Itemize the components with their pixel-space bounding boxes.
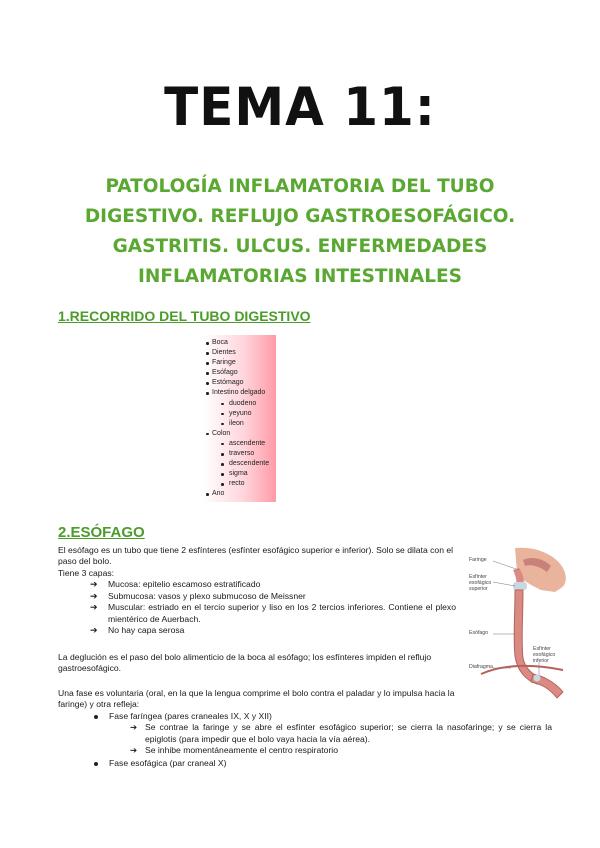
digestive-route-box [203, 335, 276, 502]
route-item: Ano [203, 489, 276, 499]
label-esofago: Esófago [469, 630, 489, 636]
arrow-icon: ➔ [130, 745, 138, 756]
phase-sub-text: Se inhibe momentáneamente el centro respiratorio [145, 745, 338, 756]
route-item: Estómago [203, 378, 276, 388]
phase-sub-item [130, 745, 552, 756]
layer-item [90, 591, 456, 603]
section-heading-recorrido: 1.RECORRIDO DEL TUBO DIGESTIVO [58, 308, 311, 324]
esophagus-tube-shape [514, 590, 541, 684]
bullet-icon [94, 762, 98, 766]
subtitle-line: DIGESTIVO. REFLUJO GASTROESOFÁGICO. [84, 206, 516, 227]
esophagus-figure [463, 546, 575, 706]
label-diafragma: Diafragma [469, 664, 493, 670]
route-item: Boca [203, 338, 276, 348]
deglucion-paragraph: La deglución es el paso del bolo alimenticio de la boca al esófago; los esfínteres impiden el reflujo gastroesofágico. [58, 652, 432, 673]
phase-item [92, 711, 552, 722]
route-item: Faringe [203, 358, 276, 368]
subtitle-line: INFLAMATORIAS INTESTINALES [138, 266, 462, 287]
layers-list [90, 579, 456, 637]
phases-list [92, 711, 552, 769]
layer-item [90, 579, 456, 591]
phase-sub-item [130, 722, 552, 745]
esophagus-illustration [463, 546, 575, 706]
phase-sub-list [92, 722, 552, 756]
route-item: Esófago [203, 368, 276, 378]
route-subitem: recto [203, 479, 276, 489]
phase-sub-text: Se contrae la faringe y se abre el esfínter esofágico superior; se cierra la nasofaringe; y se cierra la epiglotis (para impedir que el bolo vaya hacia la vía aérea). [145, 722, 552, 744]
layer-item [90, 602, 456, 625]
esophagus-intro: El esófago es un tubo que tiene 2 esfínteres (esfínter esofágico superior e inferior). Solo se dilata con el paso del bolo. [58, 545, 454, 566]
label-esfinter-inferior: Esfínter esofágico inferior [533, 646, 556, 664]
route-item: Dientes [203, 348, 276, 358]
subtitle-line: PATOLOGÍA INFLAMATORIA DEL TUBO [105, 176, 495, 197]
route-item: Colon [203, 429, 276, 439]
route-subitem: yeyuno [203, 409, 276, 419]
layer-text: Mucosa: epitelio escamoso estratificado [108, 579, 261, 589]
label-esfinter-superior: Esfínter esofágico superior [469, 574, 492, 592]
leader-line [493, 561, 519, 570]
label-faringe: Faringe [469, 557, 487, 563]
upper-sphincter-shape [513, 582, 527, 590]
bullet-icon [94, 715, 98, 719]
route-item: Intestino delgado [203, 388, 276, 398]
arrow-icon: ➔ [90, 625, 98, 636]
arrow-icon: ➔ [130, 722, 138, 733]
route-subitem: descendente [203, 459, 276, 469]
section-heading-esofago: 2.ESÓFAGO [58, 524, 145, 541]
layer-text: Muscular: estriado en el tercio superior y liso en los 2 tercios inferiores. Contiene el plexo mientérico de Auerbach. [108, 602, 456, 624]
route-subitem: duodeno [203, 399, 276, 409]
lower-sphincter-shape [534, 675, 541, 682]
subtitle-line: GASTRITIS. ULCUS. ENFERMEDADES [112, 236, 488, 257]
route-subitem: ascendente [203, 439, 276, 449]
phases-intro: Una fase es voluntaria (oral, en la que la lengua comprime el bolo contra el paladar y lo impulsa hacia la faringe) y otra refleja: [58, 688, 455, 709]
arrow-icon: ➔ [90, 602, 98, 613]
phase-label: Fase faríngea (pares craneales IX, X y XII) [109, 711, 272, 721]
layer-item [90, 625, 456, 637]
layer-text: No hay capa serosa [108, 625, 185, 636]
arrow-icon: ➔ [90, 579, 98, 589]
phase-item [92, 758, 552, 769]
arrow-icon: ➔ [90, 590, 98, 601]
digestive-route-list [203, 338, 276, 500]
layers-title: Tiene 3 capas: [58, 568, 115, 578]
route-subitem: traverso [203, 449, 276, 459]
route-subitem: sigma [203, 469, 276, 479]
subtitle [80, 172, 520, 292]
layer-text: Submucosa: vasos y plexo submucoso de Meissner [108, 590, 306, 601]
route-subitem: ileon [203, 419, 276, 429]
page-title: TEMA 11: [164, 76, 436, 138]
phase-label: Fase esofágica (par craneal X) [109, 757, 227, 768]
